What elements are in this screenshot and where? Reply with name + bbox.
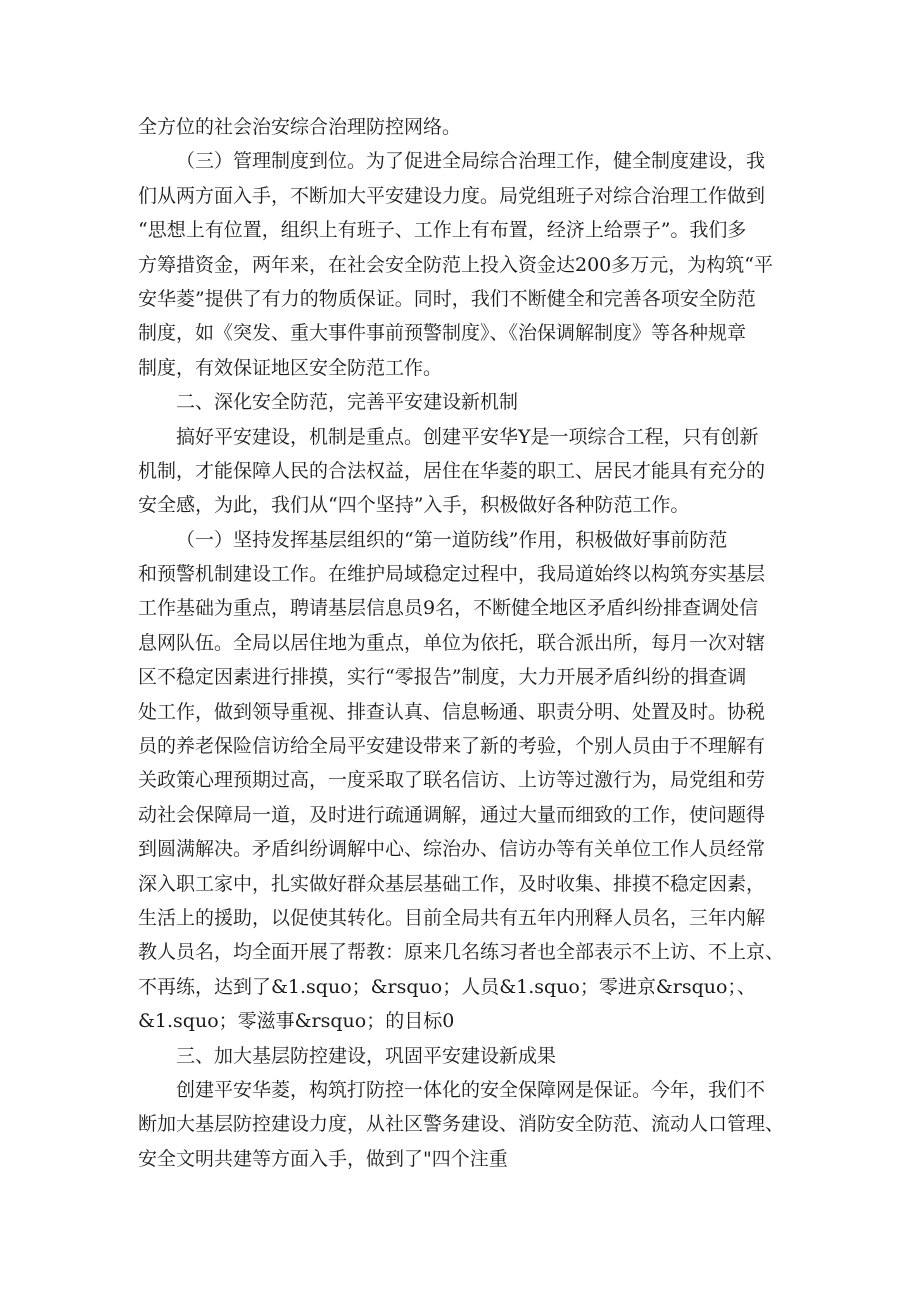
paragraph-line: 深入职工家中，扎实做好群众基层基础工作，及时收集、排摸不稳定因素， [138, 872, 766, 895]
paragraph-line: 到圆满解决。矛盾纠纷调解中心、综治办、信访办等有关单位工作人员经常 [138, 838, 766, 861]
paragraph-line: 动社会保障局一道，及时进行疏通调解，通过大量而细致的工作，使问题得 [138, 803, 766, 826]
paragraph-line: 关政策心理预期过高，一度采取了联名信访、上访等过激行为，局党组和劳 [138, 769, 766, 792]
paragraph-line: 工作基础为重点，聘请基层信息员9名，不断健全地区矛盾纠纷排查调处信 [138, 597, 759, 620]
paragraph-line: 方筹措资金，两年来，在社会安全防范上投入资金达200多万元，为构筑“平 [138, 253, 773, 276]
paragraph-line: 们从两方面入手，不断加大平安建设力度。局党组班子对综合治理工作做到 [138, 184, 766, 207]
paragraph-line: 断加大基层防控建设力度，从社区警务建设、消防安全防范、流动人口管理、 [138, 1113, 785, 1136]
paragraph-line: 息网队伍。全局以居住地为重点，单位为依托，联合派出所，每月一次对辖 [138, 631, 766, 654]
section-heading: 二、深化安全防范，完善平安建设新机制 [176, 391, 519, 414]
paragraph-line: 员的养老保险信访给全局平安建设带来了新的考验，个别人员由于不理解有 [138, 735, 766, 758]
paragraph-line: （一）坚持发挥基层组织的“第一道防线”作用，积极做好事前防范 [176, 528, 728, 551]
paragraph-line: 安华菱”提供了有力的物质保证。同时，我们不断健全和完善各项安全防范 [138, 287, 756, 310]
paragraph-line: （三）管理制度到位。为了促进全局综合治理工作，健全制度建设，我 [176, 150, 766, 173]
paragraph-line: 安全感，为此，我们从“四个坚持”入手，积极做好各种防范工作。 [138, 494, 690, 517]
paragraph-line: 制度，如《突发、重大事件事前预警制度》、《治保调解制度》等各种规章 [138, 322, 747, 345]
paragraph-line: “思想上有位置，组织上有班子、工作上有布置，经济上给票子”。我们多 [138, 219, 747, 242]
section-heading: 三、加大基层防控建设，巩固平安建设新成果 [176, 1044, 557, 1067]
paragraph-line: 制度，有效保证地区安全防范工作。 [138, 356, 443, 379]
paragraph-line: 区不稳定因素进行排摸，实行“零报告”制度，大力开展矛盾纠纷的揖查调 [138, 666, 747, 689]
paragraph-line: 机制，才能保障人民的合法权益，居住在华菱的职工、居民才能具有充分的 [138, 459, 766, 482]
paragraph-line: 教人员名，均全面开展了帮教：原来几名练习者也全部表示不上访、不上京、 [138, 941, 785, 964]
document-body [138, 110, 788, 1176]
paragraph-line: 和预警机制建设工作。在维护局域稳定过程中，我局道始终以构筑夯实基层 [138, 563, 766, 586]
paragraph-line: 不再练，达到了&1.squo；&rsquo；人员&1.squo；零进京&rsquo；、 [138, 975, 756, 998]
paragraph-line: 安全文明共建等方面入手，做到了"四个注重 [138, 1147, 508, 1170]
paragraph-line: 搞好平安建设，机制是重点。创建平安华Y是一项综合工程，只有创新 [176, 425, 759, 448]
paragraph-line: 生活上的援助，以促使其转化。目前全局共有五年内刑释人员名，三年内解 [138, 906, 766, 929]
paragraph-line: &1.squo；零滋事&rsquo；的目标0 [138, 1010, 455, 1033]
paragraph-line: 创建平安华菱，构筑打防控一体化的安全保障网是保证。今年，我们不 [176, 1078, 766, 1101]
paragraph-line: 全方位的社会治安综合治理防控网络。 [138, 116, 462, 138]
paragraph-line: 处工作，做到领导重视、排查认真、信息畅通、职责分明、处置及时。协税 [138, 700, 766, 723]
